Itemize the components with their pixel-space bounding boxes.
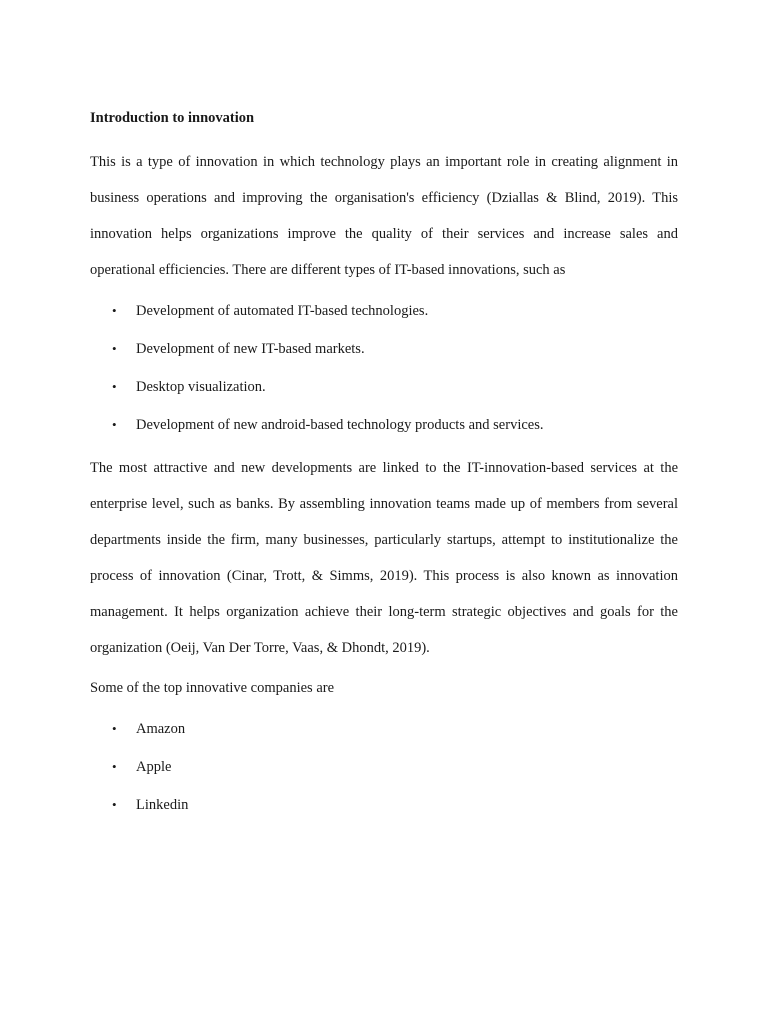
list-item bbox=[90, 748, 678, 786]
list-item-text: Amazon bbox=[136, 721, 186, 737]
companies-intro: Some of the top innovative companies are bbox=[90, 680, 335, 696]
innovation-types-list bbox=[90, 292, 678, 444]
list-item bbox=[90, 330, 678, 368]
bullet-icon: • bbox=[112, 303, 117, 318]
bullet-icon: • bbox=[112, 417, 117, 432]
list-item-text: Development of new android-based technology products and services. bbox=[136, 417, 544, 433]
document-page bbox=[90, 108, 678, 830]
list-item bbox=[90, 710, 678, 748]
intro-paragraph: This is a type of innovation in which technology plays an important role in creating alignment in business operations and improving the organisation's efficiency (Dziallas & Blind, 2019). This innovation helps organizations improve the quality of their services and increase sales and operational efficiencies. There are different types of IT-based innovations, such as bbox=[90, 154, 678, 278]
list-item bbox=[90, 786, 678, 824]
bullet-icon: • bbox=[112, 341, 117, 356]
companies-list bbox=[90, 710, 678, 824]
list-item-text: Development of automated IT-based technologies. bbox=[136, 303, 429, 319]
bullet-icon: • bbox=[112, 379, 117, 394]
list-item-text: Development of new IT-based markets. bbox=[136, 341, 365, 357]
body-paragraph: The most attractive and new developments are linked to the IT-innovation-based services at the enterprise level, such as banks. By assembling innovation teams made up of members from several departments inside the firm, many businesses, particularly startups, attempt to institutionalize the process of innovation (Cinar, Trott, & Simms, 2019). This process is also known as innovation management. It helps organization achieve their long-term strategic objectives and goals for the organization (Oeij, Van Der Torre, Vaas, & Dhondt, 2019). bbox=[90, 460, 678, 656]
list-item bbox=[90, 368, 678, 406]
list-item bbox=[90, 406, 678, 444]
list-item-text: Desktop visualization. bbox=[136, 379, 266, 395]
section-heading: Introduction to innovation bbox=[90, 110, 255, 126]
list-item-text: Linkedin bbox=[136, 797, 189, 813]
bullet-icon: • bbox=[112, 797, 117, 812]
bullet-icon: • bbox=[112, 721, 117, 736]
list-item bbox=[90, 292, 678, 330]
bullet-icon: • bbox=[112, 759, 117, 774]
list-item-text: Apple bbox=[136, 759, 172, 775]
